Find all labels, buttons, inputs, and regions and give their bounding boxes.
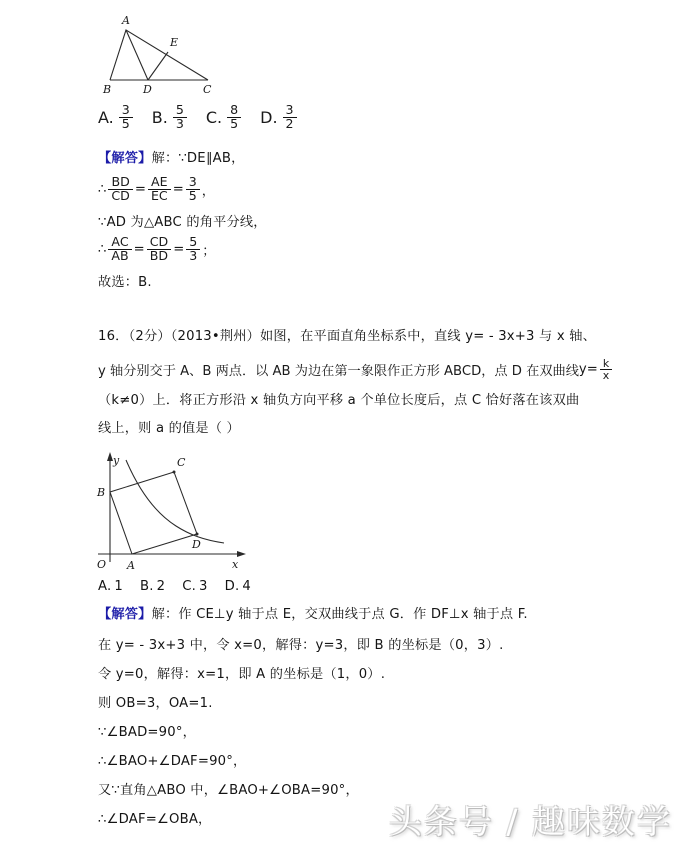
question16-line1: 16．（2分）（2013•荆州）如图，在平面直角坐标系中，直线 y= - 3x+3 与 x 轴、 [98,329,596,344]
triangle-diagram-svg [100,8,220,96]
solution15-line1 [98,150,244,168]
axis-label-x: x [232,558,239,571]
solution16-statement1: 解：作 CE⊥y 轴于点 E，交双曲线于点 G．作 DF⊥x 轴于点 F. [151,607,528,622]
solution16-line2: 在 y= - 3x+3 中，令 x=0，解得：y=3，即 B 的坐标是（0，3）. [98,638,504,653]
option-c-fraction: $\frac{8}{5}$ [227,104,241,131]
solution15-equation2: ∴ $\frac{AC}{AB}$ = $\frac{CD}{BD}$ = $\frac{5}{3}$ ； [98,234,216,263]
axis-label-y: y [113,454,120,467]
option-a-fraction: $\frac{3}{5}$ [119,104,133,131]
option-c[interactable] [206,104,243,131]
option-b[interactable] [152,104,189,131]
solution16-line5: ∵∠BAD=90°， [98,725,197,740]
solution16-line4: 则 OB=3，OA=1. [98,696,213,711]
fraction-k-over-x: $\frac{k}{x}$ [600,358,613,381]
solution16-badge: 【解答】 [98,607,152,622]
solution16-line8: ∴∠DAF=∠OBA， [98,812,212,827]
option-d-fraction: $\frac{3}{2}$ [283,104,297,131]
solution15-conclusion: 故选：B. [98,275,152,290]
solution15-equation1: ∴ $\frac{BD}{CD}$ = $\frac{AE}{EC}$ = $\frac{3}{5}$ ， [98,174,215,203]
solution16-line1 [98,606,528,624]
origin-label-o: O [97,558,107,571]
q16-option-b[interactable]: B. 2 [139,579,166,594]
fraction-three-fifths: $\frac{3}{5}$ [186,176,200,203]
fraction-five-thirds: $\frac{5}{3}$ [186,236,200,263]
q16-option-c[interactable]: C. 3 [182,579,208,594]
point-label-b: B [97,486,106,499]
solution16-line7: 又∵直角△ABO 中，∠BAO+∠OBA=90°， [98,783,359,798]
question16-options [98,578,268,596]
vertex-label-a: A [122,14,130,27]
question15-options [98,104,316,131]
fraction-cd-bd: $\frac{CD}{BD}$ [147,236,172,263]
question16-line4: 线上，则 a 的值是（ ） [98,421,240,436]
figure-triangle-abc [100,8,220,96]
vertex-label-d: D [143,83,152,96]
figure-coordinate-square [92,444,257,572]
question16-line2-text: y 轴分别交于 A、B 两点．以 AB 为边在第一象限作正方形 ABCD，点 D 在双曲线 [98,364,579,380]
solution15-line3: ∵AD 为△ABC 的角平分线， [98,215,267,230]
solution16-line3: 令 y=0，解得：x=1，即 A 的坐标是（1，0）. [98,667,386,682]
question16-line2 [98,358,614,381]
q16-option-d[interactable]: D. 4 [224,579,251,594]
option-d-tag: D. [260,107,278,127]
fraction-bd-cd: $\frac{BD}{CD}$ [108,176,133,203]
vertex-label-b: B [103,83,112,96]
vertex-label-c: C [203,83,212,96]
option-a[interactable] [98,104,135,131]
option-d[interactable] [260,104,298,131]
hyperbola-eq-lead: y= [578,362,598,378]
solution16-line6: ∴∠BAO+∠DAF=90°， [98,754,247,769]
fraction-ae-ec: $\frac{AE}{EC}$ [148,176,171,203]
point-label-c: C [177,456,186,469]
option-a-tag: A. [98,107,114,127]
coordinate-diagram-svg [92,444,257,572]
fraction-ac-ab: $\frac{AC}{AB}$ [108,236,131,263]
vertex-label-e: E [170,36,179,49]
solution-badge: 【解答】 [98,151,152,166]
option-c-tag: C. [205,107,223,127]
watermark: 头条号 / 趣味数学 [388,802,672,841]
point-label-a: A [127,559,135,572]
option-b-tag: B. [151,107,168,127]
question16-line3: （k≠0）上．将正方形沿 x 轴负方向平移 a 个单位长度后，点 C 恰好落在该双曲 [98,393,580,408]
point-label-d: D [192,538,201,551]
solution15-statement1: 解：∵DE∥AB， [151,151,245,166]
q16-option-a[interactable]: A. 1 [98,579,123,594]
option-b-fraction: $\frac{5}{3}$ [173,104,187,131]
